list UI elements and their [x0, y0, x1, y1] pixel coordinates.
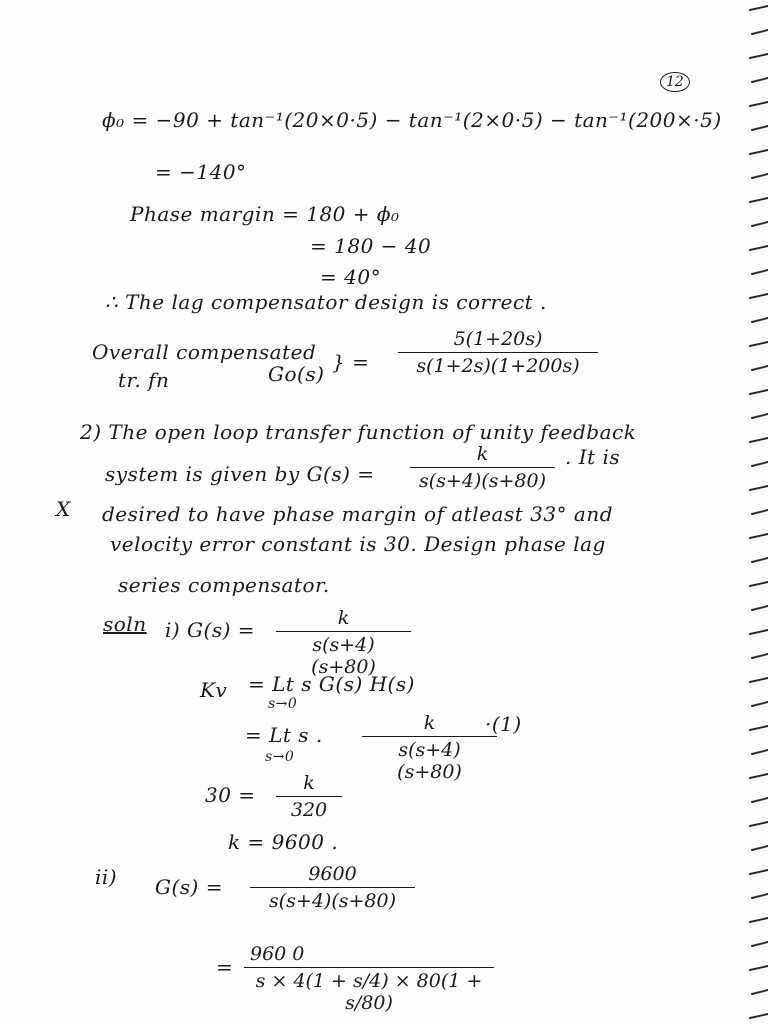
problem-2-line-5: series compensator. [118, 573, 330, 597]
k-value: k = 9600 . [228, 830, 339, 854]
step-2-gs: G(s) = [155, 875, 223, 899]
fraction-denominator: s(s+4)(s+80) [410, 467, 555, 492]
fraction-denominator: s(s+4)(s+80) [276, 631, 411, 678]
kv-value-line: 30 = [205, 783, 256, 807]
brace-equals: } = [332, 350, 370, 374]
phase-margin-line: Phase margin = 180 + ϕ₀ [130, 202, 400, 226]
fraction-denominator: s(1+2s)(1+200s) [398, 352, 598, 377]
fraction-numerator: k [303, 772, 315, 794]
kv-limit-line: = Lt s G(s) H(s) [248, 672, 415, 696]
kv-label: Kv [200, 678, 228, 702]
fraction-numerator: k [423, 712, 436, 734]
fraction-denominator: s(s+4)(s+80) [362, 736, 497, 783]
fraction-denominator: s × 4(1 + s/4) × 80(1 + s/80) [244, 967, 494, 1014]
phase-equation: ϕ₀ = −90 + tan⁻¹(20×0·5) − tan⁻¹(2×0·5) − tan⁻¹(200×·5) [102, 108, 722, 132]
phase-result: = −140° [155, 160, 247, 184]
problem-2-line-2: system is given by G(s) = [105, 462, 375, 486]
kv-limit-sub: s→0 [268, 696, 298, 712]
step-2-label: ii) [95, 865, 118, 889]
overall-tf-fraction [398, 328, 598, 377]
fraction-numerator: 960 0 [250, 943, 305, 965]
step-2-expanded-fraction [244, 943, 494, 1014]
tr-fn-label: tr. fn [118, 368, 170, 392]
go-s-label: Go(s) [268, 362, 325, 386]
step-2-fraction [250, 863, 415, 912]
step-2-equals: = [216, 955, 234, 979]
spiral-binding [730, 0, 768, 1024]
plant-tf-fraction [410, 443, 555, 492]
phase-margin-step: = 180 − 40 [310, 234, 432, 258]
fraction-numerator: k [337, 607, 350, 629]
margin-mark: X [56, 497, 71, 521]
problem-2-line-3: desired to have phase margin of atleast 33° and [102, 502, 614, 526]
fraction-numerator: 5(1+20s) [453, 328, 543, 350]
overall-tf-label: Overall compensated [92, 340, 317, 364]
problem-2-line-1: 2) The open loop transfer function of unity feedback [80, 420, 637, 444]
soln-label: soln [103, 612, 147, 636]
equation-ref: ·(1) [485, 712, 522, 736]
conclusion-line: ∴ The lag compensator design is correct . [105, 290, 547, 314]
fraction-denominator: s(s+4)(s+80) [250, 887, 415, 912]
fraction-numerator: k [476, 443, 489, 465]
kv-value-fraction [276, 772, 342, 821]
kv-fraction [362, 712, 497, 783]
phase-margin-result: = 40° [320, 265, 382, 289]
kv-expand-line: = Lt s . [245, 723, 323, 747]
it-is-text: . It is [565, 445, 621, 469]
fraction-numerator: 9600 [308, 863, 357, 885]
step-1-fraction [276, 607, 411, 678]
problem-2-line-4: velocity error constant is 30. Design phase lag [110, 532, 606, 556]
kv-expand-sub: s→0 [265, 749, 295, 765]
step-1-gs: i) G(s) = [165, 618, 256, 642]
fraction-denominator: 320 [276, 796, 342, 821]
page-number: 12 [660, 72, 690, 92]
